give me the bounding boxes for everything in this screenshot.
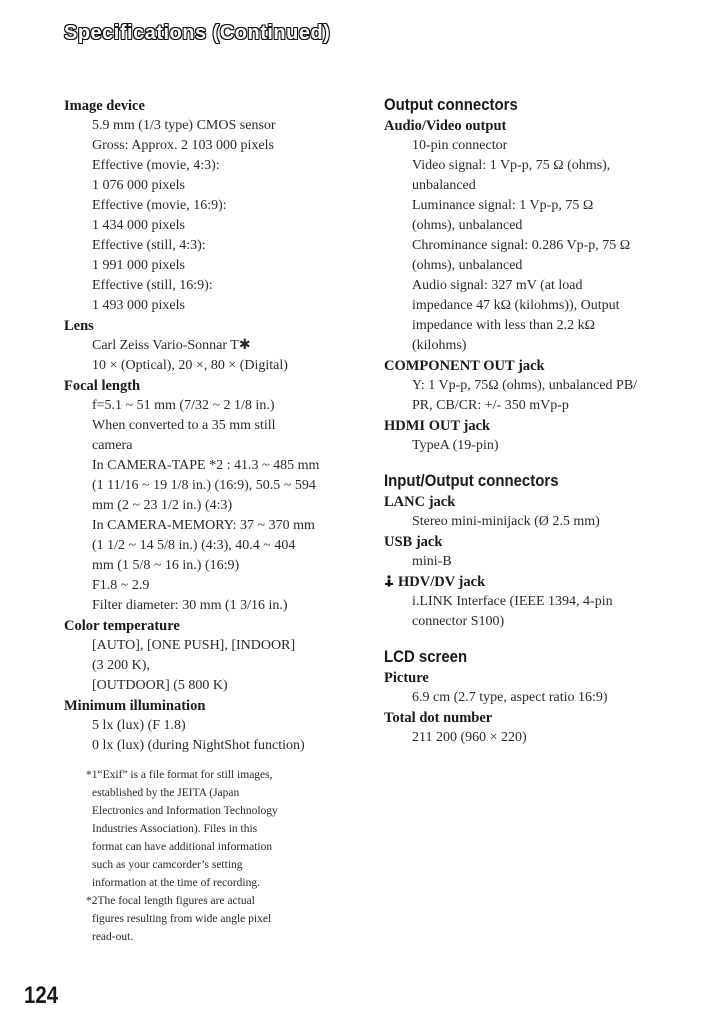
spec-line: connector S100) xyxy=(412,614,505,629)
io-connectors-heading: Input/Output connectors xyxy=(384,471,559,490)
spec-line: Carl Zeiss Vario-Sonnar T✱ xyxy=(92,338,251,353)
spec-line: In CAMERA-MEMORY: 37 ~ 370 mm xyxy=(92,518,315,533)
spec-line: Effective (movie, 16:9): xyxy=(92,198,227,213)
footnote-line: read-out. xyxy=(92,931,134,943)
spec-line: (kilohms) xyxy=(412,338,467,353)
spec-line: 0 lx (lux) (during NightShot function) xyxy=(92,738,305,753)
spec-line: Video signal: 1 Vp-p, 75 Ω (ohms), xyxy=(412,158,611,173)
spec-line: (ohms), unbalanced xyxy=(412,218,523,233)
picture-heading: Picture xyxy=(384,670,429,686)
av-output-heading: Audio/Video output xyxy=(384,118,507,134)
footnote-line: information at the time of recording. xyxy=(92,877,260,889)
spec-line: Stereo mini-minijack (Ø 2.5 mm) xyxy=(412,514,600,529)
picture-block xyxy=(384,668,684,708)
spec-line: Effective (movie, 4:3): xyxy=(92,158,220,173)
lcd-screen-heading: LCD screen xyxy=(384,647,468,666)
minimum-illumination-heading: Minimum illumination xyxy=(64,698,206,714)
spec-line: 1 991 000 pixels xyxy=(92,258,185,273)
spec-line: Gross: Approx. 2 103 000 pixels xyxy=(92,138,274,153)
total-dot-block xyxy=(384,708,684,748)
spec-line: 1 076 000 pixels xyxy=(92,178,185,193)
lanc-block xyxy=(384,492,684,532)
spec-line: i.LINK Interface (IEEE 1394, 4-pin xyxy=(412,594,613,609)
footnote-line: established by the JEITA (Japan xyxy=(92,787,240,799)
footnote-line: figures resulting from wide angle pixel xyxy=(92,913,272,925)
focal-length-heading: Focal length xyxy=(64,378,141,394)
spec-line: 1 434 000 pixels xyxy=(92,218,185,233)
hdmi-block xyxy=(384,416,684,456)
footnote-line: *1“Exif” is a file format for still images, xyxy=(86,769,273,781)
spec-line: Luminance signal: 1 Vp-p, 75 Ω xyxy=(412,198,594,213)
spec-line: TypeA (19-pin) xyxy=(412,438,499,453)
spec-line: camera xyxy=(92,438,133,453)
spec-line: 211 200 (960 × 220) xyxy=(412,730,527,745)
right-column xyxy=(384,96,684,748)
spec-line: PR, CB/CR: +/- 350 mVp-p xyxy=(412,398,569,413)
lens-block xyxy=(64,316,364,376)
hdmi-heading: HDMI OUT jack xyxy=(384,418,491,434)
spec-line: 6.9 cm (2.7 type, aspect ratio 16:9) xyxy=(412,690,608,705)
spec-line: Audio signal: 327 mV (at load xyxy=(412,278,583,293)
image-device-heading: Image device xyxy=(64,98,145,114)
spec-line: impedance with less than 2.2 kΩ xyxy=(412,318,596,333)
footnote-1 xyxy=(64,766,364,892)
spec-line: mm (1 5/8 ~ 16 in.) (16:9) xyxy=(92,558,240,573)
usb-heading: USB jack xyxy=(384,534,443,550)
hdv-heading: HDV/DV jack xyxy=(398,574,486,590)
footnote-line: Industries Association). Files in this xyxy=(92,823,258,835)
spec-line: 5 lx (lux) (F 1.8) xyxy=(92,718,186,733)
component-heading: COMPONENT OUT jack xyxy=(384,358,545,374)
footnote-line: format can have additional information xyxy=(92,841,273,853)
spec-line: 1 493 000 pixels xyxy=(92,298,185,313)
spec-line: Chrominance signal: 0.286 Vp-p, 75 Ω xyxy=(412,238,631,253)
color-temperature-block xyxy=(64,616,364,696)
output-connectors-heading: Output connectors xyxy=(384,95,518,114)
spec-line: (1 1/2 ~ 14 5/8 in.) (4:3), 40.4 ~ 404 xyxy=(92,538,296,553)
hdv-block xyxy=(384,572,684,632)
minimum-illumination-block xyxy=(64,696,364,756)
spec-line: 10 × (Optical), 20 ×, 80 × (Digital) xyxy=(92,358,288,373)
footnote-line: Electronics and Information Technology xyxy=(92,805,278,817)
spec-line: f=5.1 ~ 51 mm (7/32 ~ 2 1/8 in.) xyxy=(92,398,275,413)
footnote-line: *2The focal length figures are actual xyxy=(86,895,255,907)
color-temperature-heading: Color temperature xyxy=(64,618,180,634)
spec-line: mini-B xyxy=(412,554,452,569)
spec-line: Effective (still, 16:9): xyxy=(92,278,213,293)
spec-line: In CAMERA-TAPE *2 : 41.3 ~ 485 mm xyxy=(92,458,320,473)
spec-line: Filter diameter: 30 mm (1 3/16 in.) xyxy=(92,598,288,613)
spec-line: [AUTO], [ONE PUSH], [INDOOR] xyxy=(92,638,296,653)
component-block xyxy=(384,356,684,416)
total-dot-heading: Total dot number xyxy=(384,710,493,726)
lanc-heading: LANC jack xyxy=(384,494,456,510)
footnote-2 xyxy=(64,892,364,946)
spec-line: Effective (still, 4:3): xyxy=(92,238,206,253)
spec-line: 5.9 mm (1/3 type) CMOS sensor xyxy=(92,118,276,133)
spec-line: unbalanced xyxy=(412,178,476,193)
spec-line: (1 11/16 ~ 19 1/8 in.) (16:9), 50.5 ~ 594 xyxy=(92,478,316,493)
lens-heading: Lens xyxy=(64,318,94,334)
spec-line: (3 200 K), xyxy=(92,658,150,673)
footnote-line: such as your camcorder’s setting xyxy=(92,859,243,871)
spec-line: impedance 47 kΩ (kilohms)), Output xyxy=(412,298,620,313)
av-output-block xyxy=(384,116,684,356)
spec-line: 10-pin connector xyxy=(412,138,508,153)
hdv-heading-row xyxy=(384,572,684,592)
spec-line: Y: 1 Vp-p, 75Ω (ohms), unbalanced PB/ xyxy=(412,378,638,393)
left-column xyxy=(64,96,364,946)
spec-line: (ohms), unbalanced xyxy=(412,258,523,273)
focal-length-block xyxy=(64,376,364,616)
image-device-block xyxy=(64,96,364,316)
spec-line: F1.8 ~ 2.9 xyxy=(92,578,150,593)
page-number: 124 xyxy=(24,982,59,1009)
usb-block xyxy=(384,532,684,572)
spec-line: mm (2 ~ 23 1/2 in.) (4:3) xyxy=(92,498,233,513)
section-title: Specifications (Continued) xyxy=(64,22,331,44)
ilink-icon xyxy=(384,575,394,587)
spec-line: When converted to a 35 mm still xyxy=(92,418,276,433)
spec-line: [OUTDOOR] (5 800 K) xyxy=(92,678,228,693)
